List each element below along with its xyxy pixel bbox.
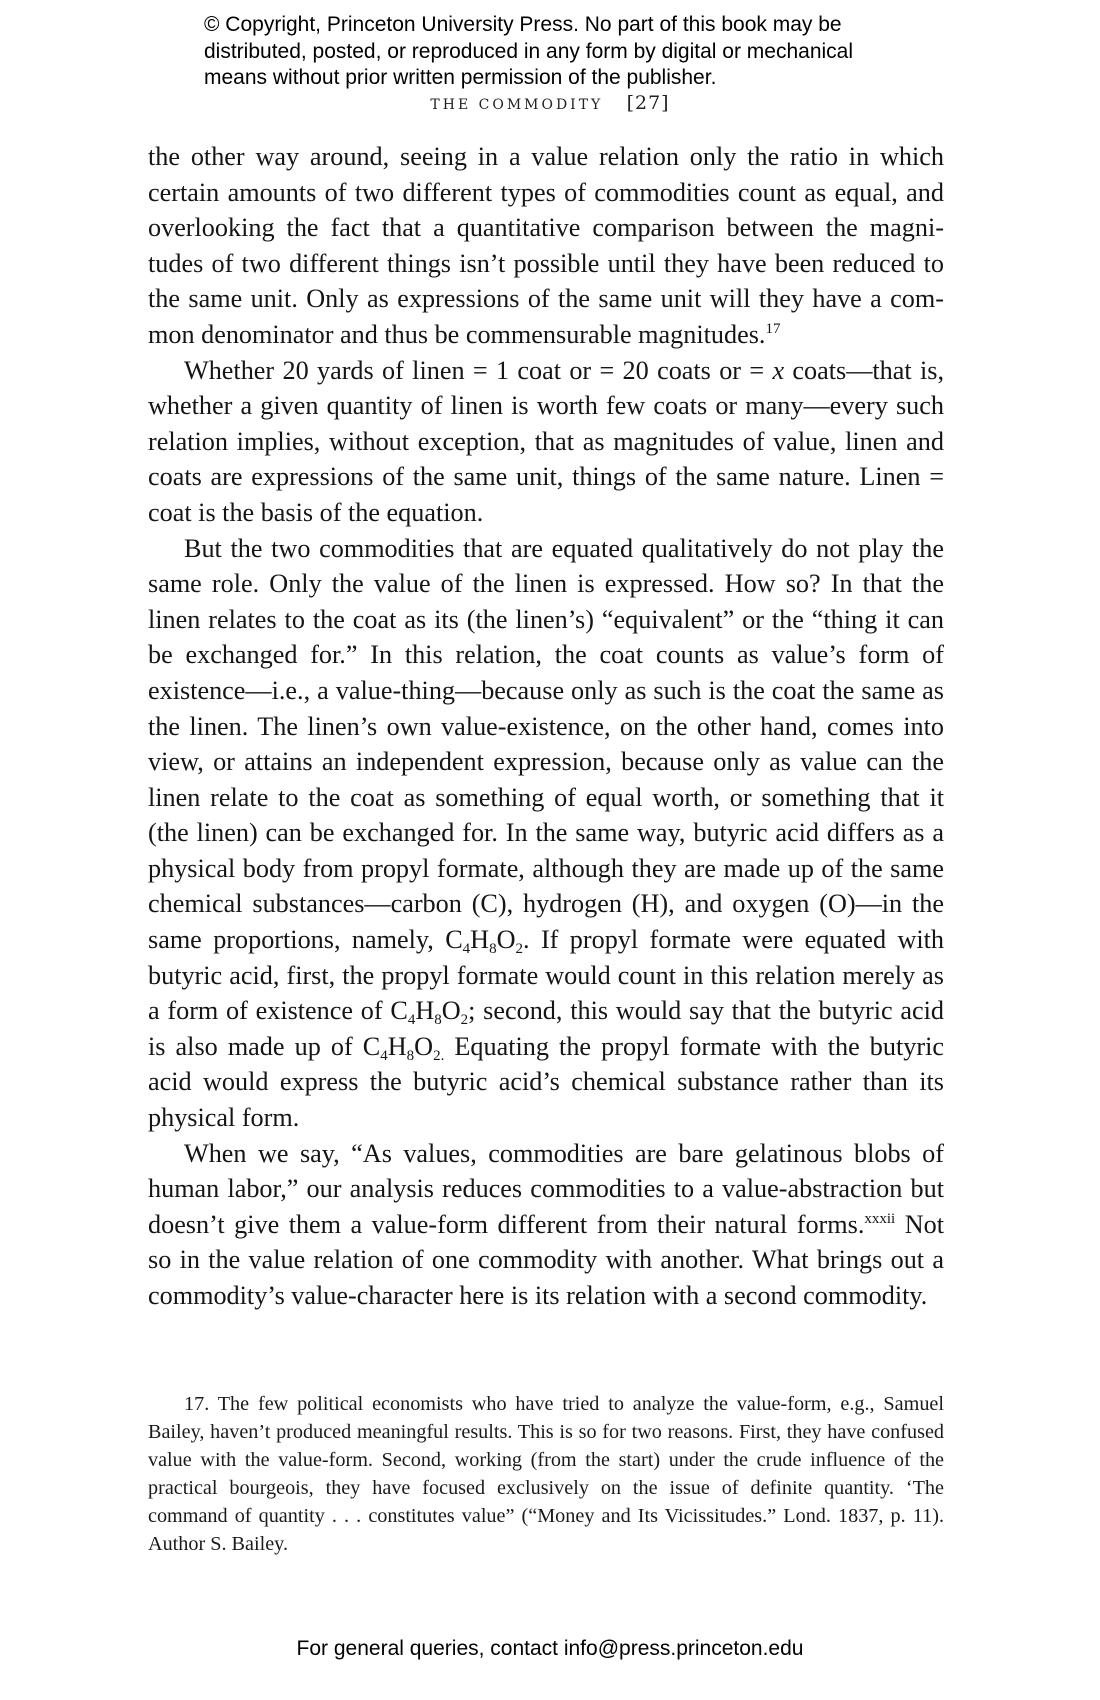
copyright-line: © Copyright, Princeton University Press. No part of this book may be <box>204 13 842 36</box>
paragraph-text: coats—that is, whether a given quantity of linen is worth few coats or many—every such relation implies, without exception, that as magnitudes of value, linen and coats are expressions of the same unit, things of the same nature. Linen = coat is the basis of the equation. <box>148 355 945 527</box>
body-text <box>148 139 944 1314</box>
paragraph-text: . If propyl formate were equated with butyric acid, first, the propyl formate would count in this relation merely as a form of existence of <box>148 925 944 1026</box>
paragraph-text: ; second, this would say that the butyric acid is also made up of <box>148 996 944 1061</box>
footnote <box>148 1390 944 1558</box>
paragraph-text: But the two commodities that are equated qualitatively do not play the same role. Only the value of the linen is expressed. How so? In that the linen relates to the coat as its (the linen’s) “equivalent” or the “thing it can be exchanged for.” In this relation, the coat counts as value’s form of existence—i.e., a value-thing—because only as such is the coat the same as the linen. The linen’s own value-existence, on the other hand, comes into view, or attains an independent expression, because only as value can the linen relate to the coat as something of equal worth, or something that it (the linen) can be exchanged for. In the same way, butyric acid differs as a physical body from propyl formate, although they are made up of the same chemical substances—carbon (C), hydrogen (H), and oxygen (O)—in the same proportions, namely, <box>148 533 944 955</box>
running-head <box>0 92 1100 114</box>
copyright-line: means without prior written permission of the publisher. <box>204 66 717 89</box>
copyright-notice <box>204 12 924 92</box>
paragraph-text: Not so in the value relation of one commodity with another. What brings out a commodity’s value-character here is its relation with a second commodity. <box>148 1209 944 1310</box>
endnote-ref[interactable]: xxxii <box>864 1210 896 1227</box>
chemical-formula: $C_4H_8O_{2.}$ <box>362 1031 445 1064</box>
paragraph <box>148 1136 944 1314</box>
paragraph <box>148 139 944 353</box>
contact-footer: For general queries, contact info@press.princeton.edu <box>296 1637 804 1660</box>
paragraph-text: the other way around, seeing in a value relation only the ratio in which certain amounts of two different types of commodities count as equal, and overlooking the fact that a quantitative comparison between the magni-tudes of two different things isn’t possible until they have been reduced to the same unit. Only as expressions of the same unit will they have a com-mon denominator and thus be commensurable magnitudes. <box>148 142 944 349</box>
paragraph-text: Equating the propyl formate with the butyric acid would express the butyric acid’s chemical substance rather than its physical form. <box>148 1031 944 1133</box>
paragraph <box>148 531 944 1136</box>
chemical-formula: $C_4H_8O_2$ <box>390 996 469 1029</box>
copyright-line: distributed, posted, or reproduced in any form by digital or mechanical <box>204 39 854 63</box>
variable-x: x <box>772 355 785 385</box>
paragraph <box>148 353 944 531</box>
paragraph-text: When we say, “As values, commodities are bare gelatinous blobs of human labor,” our analysis reduces commodities to a value-abstraction but doesn’t give them a value-form different from their natural forms. <box>148 1138 944 1239</box>
paragraph-text: Whether 20 yards of linen = 1 coat or = 20 coats or = <box>184 355 773 385</box>
footnote-text: 17. The few political economists who have tried to analyze the value-form, e.g., Samuel Bailey, haven’t produced meaningful results. This is so for two reasons. First, they have confused value with the value-form. Second, working (from the start) under the crude influence of the practical bourgeois, they have focused exclusively on the issue of definite quantity. ‘The command of quantity . . . constitutes value” (“Money and Its Vicissitudes.” Lond. 1837, p. 11). Author S. Bailey. <box>148 1393 944 1555</box>
running-title: THE COMMODITY <box>430 97 604 113</box>
chemical-formula: $C_4H_8O_2$ <box>445 925 524 958</box>
page-number: [27] <box>626 92 670 114</box>
footnote-ref[interactable]: 17 <box>765 320 781 337</box>
